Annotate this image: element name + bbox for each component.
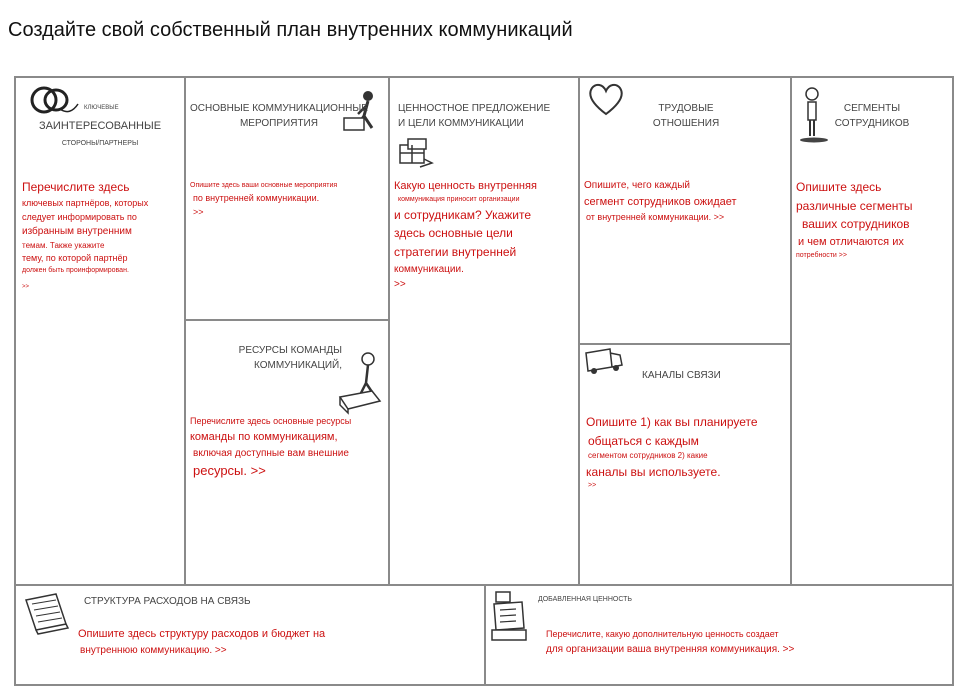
cash-register-icon [490, 588, 530, 644]
segments-title [832, 102, 912, 131]
block-relations [578, 76, 792, 345]
block-channels [578, 343, 792, 586]
person-at-desk-icon [336, 351, 388, 415]
text-line: Перечислите, какую дополнительную ценность создает [546, 629, 779, 639]
text-line: стратегии внутренней [394, 245, 517, 260]
text-line: Опишите здесь ваши основные мероприятия [190, 182, 338, 189]
block-key-resources [184, 319, 390, 586]
rings-icon [24, 82, 82, 118]
title-line: ЦЕННОСТНОЕ ПРЕДЛОЖЕНИЕ [398, 103, 551, 114]
text-line: включая доступные вам внешние [193, 447, 349, 459]
partners-text [22, 178, 148, 292]
text-line: Перечислите здесь основные ресурсы [190, 416, 352, 426]
text-line: сегмент сотрудников ожидает [584, 195, 737, 208]
resources-title [186, 344, 342, 373]
title-line: ОСНОВНЫЕ КОММУНИКАЦИОННЫЕ [190, 103, 368, 114]
block-key-partners [14, 76, 186, 586]
text-line: следует информировать по [22, 211, 137, 222]
activities-title [190, 102, 368, 131]
channels-text [586, 413, 758, 492]
resources-text [190, 415, 351, 482]
costs-title: СТРУКТУРА РАСХОДОВ НА СВЯЗЬ [84, 596, 251, 607]
text-line: различные сегменты [796, 198, 913, 213]
text-line: Перечислите здесь [22, 180, 130, 194]
text-line: и сотрудникам? Укажите [394, 207, 532, 222]
partners-sub: СТОРОНЫ/ПАРТНЕРЫ [61, 140, 139, 147]
title-line: КОММУНИКАЦИЙ, [254, 359, 342, 371]
text-line: от внутренней коммуникации. >> [586, 211, 725, 222]
text-line: должен быть проинформирован. [22, 267, 129, 275]
relations-title [636, 102, 736, 131]
value-title [398, 102, 550, 131]
gift-box-icon [396, 135, 436, 169]
text-line: избранным внутренним [22, 226, 132, 238]
partners-title: ЗАИНТЕРЕСОВАННЫЕ [38, 120, 162, 132]
text-line: потребности >> [796, 251, 847, 259]
text-line: Какую ценность внутренняя [394, 180, 537, 192]
title-line: И ЦЕЛИ КОММУНИКАЦИИ [398, 117, 524, 129]
block-segments [790, 76, 954, 586]
title-line: ТРУДОВЫЕ [658, 103, 714, 114]
title-line: ОТНОШЕНИЯ [652, 117, 720, 129]
value-text [394, 178, 537, 293]
text-line: >> [588, 482, 597, 490]
added-title: ДОБАВЛЕННАЯ ЦЕННОСТЬ [538, 596, 633, 603]
person-icon [798, 86, 834, 144]
title-line: СЕГМЕНТЫ [843, 103, 901, 114]
added-text [546, 628, 794, 657]
text-line: темам. Также укажите [22, 240, 105, 250]
block-value-proposition [388, 76, 580, 586]
text-line: по внутренней коммуникации. [193, 192, 320, 203]
text-line: команды по коммуникациям, [190, 430, 338, 443]
text-line: Опишите здесь [796, 180, 882, 194]
text-line: и чем отличаются их [798, 235, 904, 248]
text-line: здесь основные цели [394, 226, 513, 241]
text-line: внутреннюю коммуникацию. >> [80, 645, 227, 657]
text-line: ключевых партнёров, которых [22, 197, 149, 208]
document-stack-icon [22, 590, 72, 636]
text-line: тему, по которой партнёр [22, 253, 128, 264]
truck-icon [584, 347, 624, 375]
relations-text [584, 178, 737, 224]
page-title: Создайте свой собственный план внутренних коммуникаций [8, 19, 573, 41]
text-line: общаться с каждым [588, 433, 699, 448]
text-line: Опишите здесь структуру расходов и бюджет на [78, 628, 326, 640]
block-key-activities [184, 76, 390, 321]
text-line: >> [193, 206, 204, 217]
text-line: сегментом сотрудников 2) какие [588, 451, 708, 461]
text-line: Опишите, чего каждый [584, 180, 690, 191]
block-added-value [484, 584, 954, 686]
title-line: РЕСУРСЫ КОМАНДЫ [238, 345, 342, 356]
title-line: МЕРОПРИЯТИЯ [239, 117, 318, 129]
text-line: >> [394, 279, 406, 291]
channels-title: КАНАЛЫ СВЯЗИ [642, 370, 721, 381]
text-line: для организации ваша внутренняя коммуникация. >> [546, 643, 795, 655]
activities-text [190, 181, 337, 220]
text-line: коммуникация приносит организации [398, 196, 520, 204]
title-line: СОТРУДНИКОВ [834, 117, 910, 129]
text-line: коммуникации. [394, 263, 464, 275]
text-line: каналы вы используете. [586, 464, 721, 479]
text-line: >> [22, 284, 30, 291]
partners-pre: КЛЮЧЕВЫЕ [84, 105, 119, 111]
block-cost-structure [14, 584, 486, 686]
text-line: ресурсы. >> [193, 463, 266, 479]
segments-text [796, 178, 913, 262]
heart-icon [586, 82, 626, 118]
text-line: ваших сотрудников [802, 217, 910, 232]
text-line: Опишите 1) как вы планируете [586, 415, 758, 429]
costs-text [78, 626, 325, 659]
